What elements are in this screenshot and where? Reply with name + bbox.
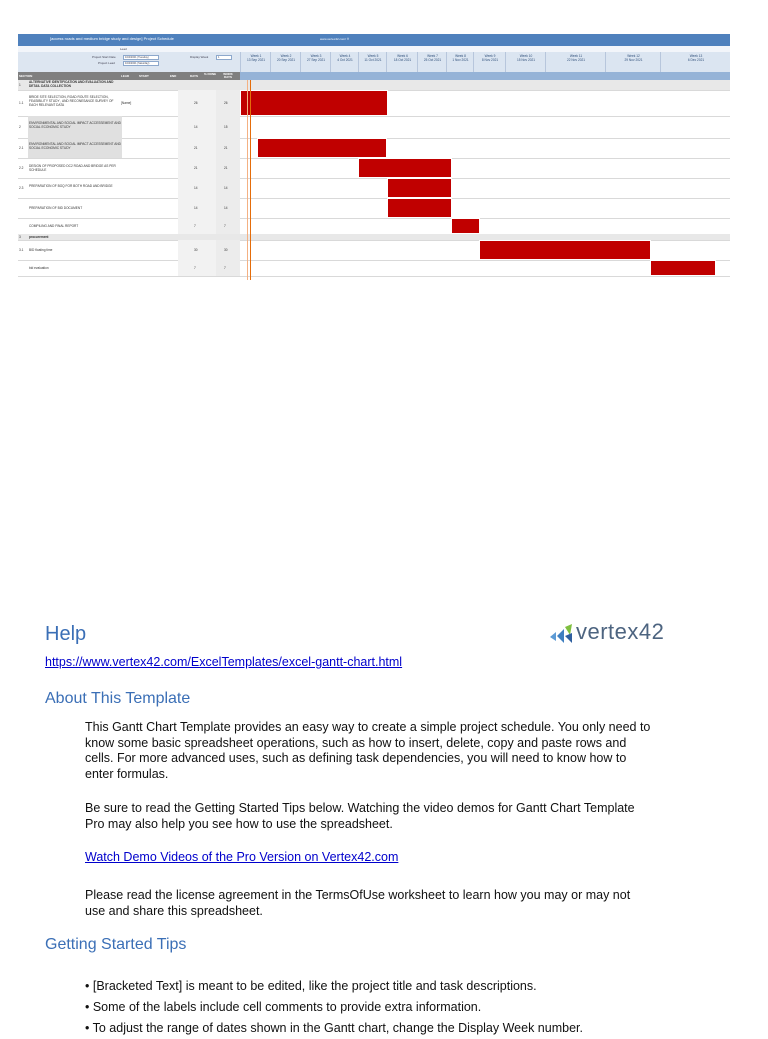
task-name[interactable]: PREPARATION OF BOQ FOR BOTH ROAD AND BRIDGE xyxy=(29,184,113,188)
week-label: Week 11 xyxy=(569,54,583,58)
about-line: Be sure to read the Getting Started Tips below. Watching the video demos for Gantt Chart Template xyxy=(85,801,635,815)
about-line: Pro may also help you see how to use the spreadsheet. xyxy=(85,816,393,831)
logo-text: vertex42 xyxy=(576,619,665,644)
task-name[interactable]: BID floating time xyxy=(29,248,53,252)
vertex42-logo xyxy=(548,619,688,647)
row-number: 2.3 xyxy=(19,186,24,190)
about-paragraph-2 xyxy=(85,801,725,832)
week-label: Week 7 xyxy=(427,54,438,58)
table-row[interactable] xyxy=(18,198,730,219)
task-days: 14 xyxy=(194,186,198,190)
task-work-days: 21 xyxy=(224,166,228,170)
work-days-cell xyxy=(216,198,240,218)
task-lead: [Name] xyxy=(121,101,132,105)
task-name[interactable]: ENVIRONMENTAL AND SOCIAL IMPACT ACCESSEMENT AND SOCIAL ECONOMIC STUDY xyxy=(29,121,121,129)
about-line: This Gantt Chart Template provides an easy way to create a simple project schedule. You only need to xyxy=(85,720,651,734)
week-column xyxy=(660,52,731,72)
task-name[interactable]: PREPARATION OF BID DOCUMENT xyxy=(29,206,83,210)
col-days: DAYS xyxy=(190,74,199,78)
task-name[interactable]: ENVIRONMENTAL AND SOCIAL IMPACT ACCESSEMENT AND SOCIAL ECONOMIC STUDY xyxy=(29,142,121,150)
gantt-bar xyxy=(257,138,387,158)
week-date: 6 Dec 2021 xyxy=(687,58,705,62)
display-week-label: Display Week xyxy=(190,55,209,59)
about-line: enter formulas. xyxy=(85,766,169,781)
gantt-bar xyxy=(387,178,452,198)
task-days: 14 xyxy=(194,206,198,210)
row-number: 1 xyxy=(19,83,21,87)
week-label: Week 6 xyxy=(397,54,408,58)
tips-heading: Getting Started Tips xyxy=(45,936,187,953)
about-heading: About This Template xyxy=(45,690,191,707)
week-date: 27 Sep 2021 xyxy=(306,58,326,62)
work-days-cell xyxy=(216,260,240,276)
task-work-days: 14 xyxy=(224,206,228,210)
week-header xyxy=(240,52,730,72)
task-work-days: 30 xyxy=(224,248,228,252)
week-date: 22 Nov 2021 xyxy=(566,58,586,62)
work-days-cell xyxy=(216,138,240,158)
project-title[interactable]: [access roads and medium bridge study and design] Project Schedule xyxy=(50,36,174,41)
table-row[interactable] xyxy=(18,158,730,179)
task-work-days: 15 xyxy=(224,125,228,129)
work-days-cell xyxy=(216,90,240,116)
tip-item: • Some of the labels include cell comments to provide extra information. xyxy=(85,1000,482,1014)
col-end: END xyxy=(170,74,177,78)
week-date: 15 Nov 2021 xyxy=(516,58,536,62)
task-days: 21 xyxy=(194,146,198,150)
week-date: 13 Sep 2021 xyxy=(246,58,266,62)
col-done: % DONE xyxy=(204,71,217,76)
task-name[interactable]: procurement xyxy=(29,235,49,239)
week-label: Week 4 xyxy=(339,54,351,58)
row-number: 2 xyxy=(19,125,21,129)
column-header xyxy=(18,72,240,80)
week-date: 29 Nov 2021 xyxy=(624,58,643,62)
week-label: Week 5 xyxy=(367,54,379,58)
gantt-sheet xyxy=(18,34,730,280)
week-column xyxy=(473,52,506,72)
project-lead-label: Project Lead xyxy=(98,61,115,65)
week-column xyxy=(545,52,606,72)
table-row[interactable] xyxy=(18,90,730,117)
gantt-bar xyxy=(479,240,651,260)
work-days-cell xyxy=(216,218,240,234)
table-row[interactable] xyxy=(18,240,730,261)
week-date: 11 Oct 2021 xyxy=(364,58,382,62)
work-days-cell xyxy=(216,240,240,260)
week-column xyxy=(605,52,661,72)
task-work-days: 7 xyxy=(224,224,226,228)
about-line: Please read the license agreement in the TermsOfUse worksheet to learn how you may or may not xyxy=(85,888,631,902)
task-work-days: 7 xyxy=(224,266,226,270)
about-paragraph-1 xyxy=(85,720,725,782)
week-date: 8 Nov 2021 xyxy=(481,58,499,62)
col-start: START xyxy=(139,74,149,78)
week-column xyxy=(505,52,546,72)
today-marker xyxy=(250,80,251,280)
task-days: 7 xyxy=(194,266,196,270)
week-label: Week 12 xyxy=(627,54,640,58)
week-column xyxy=(358,52,387,72)
task-days: 7 xyxy=(194,224,196,228)
week-label: Week 13 xyxy=(689,54,703,58)
row-number: 3 xyxy=(19,235,21,239)
about-line: cells. For more advanced uses, such as defining task dependencies, you will need to know how to xyxy=(85,751,627,765)
help-title: Help xyxy=(45,623,87,645)
vertex42-logo-icon xyxy=(548,623,574,645)
mini-label: Lead xyxy=(120,47,127,51)
week-label: Week 1 xyxy=(250,54,262,58)
week-date: 1 Nov 2021 xyxy=(452,58,469,62)
week-label: Week 8 xyxy=(455,54,466,58)
table-row[interactable] xyxy=(18,260,730,277)
week-label: Week 3 xyxy=(310,54,322,58)
about-paragraph-3 xyxy=(85,888,725,919)
week-label: Week 2 xyxy=(280,54,292,58)
week-column xyxy=(240,52,271,72)
about-line: use and share this spreadsheet. xyxy=(85,903,263,918)
week-column xyxy=(417,52,447,72)
task-days: 26 xyxy=(194,101,198,105)
day-strip xyxy=(240,72,730,80)
tips-list xyxy=(85,976,745,1039)
week-label: Week 10 xyxy=(519,54,533,58)
week-column xyxy=(330,52,359,72)
col-lead: LEAD xyxy=(121,74,130,78)
week-date: 18 Oct 2021 xyxy=(393,58,412,62)
work-days-cell xyxy=(216,158,240,178)
week-column xyxy=(386,52,418,72)
gantt-bar xyxy=(387,198,452,218)
week-label: Week 9 xyxy=(484,54,496,58)
task-days: 30 xyxy=(194,248,198,252)
gantt-bar xyxy=(451,218,480,234)
gantt-bar xyxy=(358,158,452,178)
task-work-days: 21 xyxy=(224,146,228,150)
task-days: 21 xyxy=(194,166,198,170)
gantt-bar xyxy=(650,260,716,276)
row-number: 1.1 xyxy=(19,101,24,105)
vertex42-credit: www.vertex42.com/ ® xyxy=(320,37,350,41)
task-work-days: 14 xyxy=(224,186,228,190)
gantt-bar xyxy=(240,90,388,116)
task-work-days: 26 xyxy=(224,101,228,105)
task-days: 14 xyxy=(194,125,198,129)
table-row[interactable] xyxy=(18,218,730,235)
display-week-field[interactable]: 1 xyxy=(216,55,232,60)
help-link[interactable]: https://www.vertex42.com/ExcelTemplates/excel-gantt-chart.html xyxy=(45,655,403,669)
task-name[interactable]: ALTERNATIVE IDENTIFICATION AND EVALUATION AND DETAIL DATA COLLECTION xyxy=(29,80,114,88)
demo-videos-link[interactable]: Watch Demo Videos of the Pro Version on Vertex42.com xyxy=(85,850,399,864)
today-marker-shadow xyxy=(247,80,248,280)
col-section: SECTION xyxy=(19,74,33,78)
project-start-label: Project Start Date xyxy=(92,55,116,59)
project-lead-field[interactable]: 10/4/2021 (Saturday) xyxy=(123,61,159,66)
week-column xyxy=(446,52,474,72)
week-date: 20 Sep 2021 xyxy=(276,58,296,62)
work-days-cell xyxy=(216,116,240,138)
project-info xyxy=(18,52,240,72)
task-name[interactable]: DESIGN OF PROPOSED DC2 ROAD AND BRIDGE AS PER SCHEDULE xyxy=(29,164,116,172)
col-work-days: WORK DAYS xyxy=(223,71,233,79)
tip-item: • To adjust the range of dates shown in the Gantt chart, change the Display Week number. xyxy=(85,1021,583,1035)
table-row[interactable] xyxy=(18,178,730,199)
row-number: 3.1 xyxy=(19,248,24,252)
week-column xyxy=(300,52,331,72)
tip-item: • [Bracketed Text] is meant to be edited, like the project title and task descriptions. xyxy=(85,979,537,993)
table-row[interactable] xyxy=(18,138,730,159)
row-number: 2.1 xyxy=(19,146,24,150)
work-days-cell xyxy=(216,178,240,198)
gantt-title-bar xyxy=(18,34,730,46)
week-date: 25 Oct 2021 xyxy=(423,58,442,62)
week-column xyxy=(270,52,301,72)
task-name[interactable]: COMPILING AND FINAL REPORT xyxy=(29,224,79,228)
row-number: 2.2 xyxy=(19,166,24,170)
table-row[interactable] xyxy=(18,116,730,139)
week-date: 4 Oct 2021 xyxy=(337,58,353,62)
task-name[interactable]: bid evaluation xyxy=(29,266,49,270)
project-start-field[interactable]: 10/4/2021 (Tuesday) xyxy=(123,55,159,60)
task-name[interactable]: BRIDE SITE SELECTION, ROAD ROUTE SELECTION, FEASIBILITY STUDY , AND RECONESANCE SURVEY OF EACH RELEVANT DATA xyxy=(29,95,114,107)
about-line: know some basic spreadsheet operations, such as how to insert, delete, copy and paste rows and xyxy=(85,735,627,750)
